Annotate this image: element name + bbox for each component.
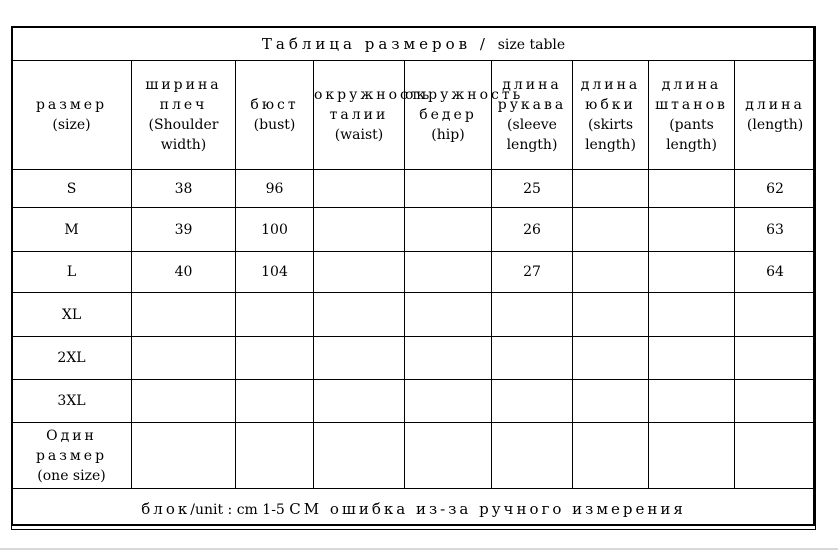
header-shoulder-ru: ширина плеч — [145, 77, 222, 113]
size-cell: 3XL — [12, 380, 132, 423]
divider — [0, 548, 838, 550]
size-cell: S — [12, 170, 132, 208]
header-waist-ru: окружность талии — [314, 87, 433, 123]
shoulder-cell: 38 — [132, 170, 236, 208]
size-cell: XL — [12, 293, 132, 337]
sleeve-cell: 26 — [492, 208, 573, 252]
bust-cell: 104 — [236, 252, 314, 293]
size-cell: L — [12, 252, 132, 293]
one-size-ru: Один размер — [35, 427, 108, 464]
header-length-ru: длина — [745, 97, 805, 113]
title-en: size table — [497, 36, 566, 53]
size-cell: 2XL — [12, 337, 132, 380]
table-frame — [11, 26, 815, 526]
sleeve-cell: 27 — [492, 252, 573, 293]
footer-error-note: СМ ошибка из-за ручного измерения — [289, 500, 686, 518]
bust-cell: 100 — [236, 208, 314, 252]
shoulder-cell: 39 — [132, 208, 236, 252]
header-hip-ru: окружность бедер — [405, 87, 524, 123]
header-length-en: (length) — [746, 117, 804, 133]
header-sleeve-ru: длина рукава — [497, 77, 567, 113]
header-size-en: (size) — [52, 117, 91, 133]
header-size-ru: размер — [35, 97, 108, 113]
title-separator: / — [471, 34, 498, 53]
header-pants-en: (pants length) — [666, 117, 717, 153]
footer-unit-ru: блок — [141, 500, 191, 518]
length-cell: 63 — [735, 208, 816, 252]
footer-range: 1-5 — [257, 502, 290, 518]
title-ru: Таблица размеров — [261, 34, 472, 53]
length-cell: 62 — [735, 170, 816, 208]
header-pants-ru: длина штанов — [655, 77, 728, 113]
header-skirt-en: (skirts length) — [585, 117, 636, 153]
length-cell: 64 — [735, 252, 816, 293]
header-bust-en: (bust) — [253, 117, 296, 133]
sleeve-cell: 25 — [492, 170, 573, 208]
one-size-en: (one size) — [37, 467, 106, 484]
header-skirt-ru: длина юбки — [580, 77, 641, 113]
bust-cell: 96 — [236, 170, 314, 208]
header-bust-ru: бюст — [250, 97, 299, 113]
header-waist-en: (waist) — [334, 127, 384, 143]
footer-unit-en: /unit : cm — [190, 502, 258, 518]
header-hip-en: (hip) — [431, 127, 465, 143]
header-sleeve-en: (sleeve length) — [506, 117, 558, 153]
header-shoulder-en: (Shoulder width) — [148, 117, 219, 153]
size-cell: M — [12, 208, 132, 252]
shoulder-cell: 40 — [132, 252, 236, 293]
